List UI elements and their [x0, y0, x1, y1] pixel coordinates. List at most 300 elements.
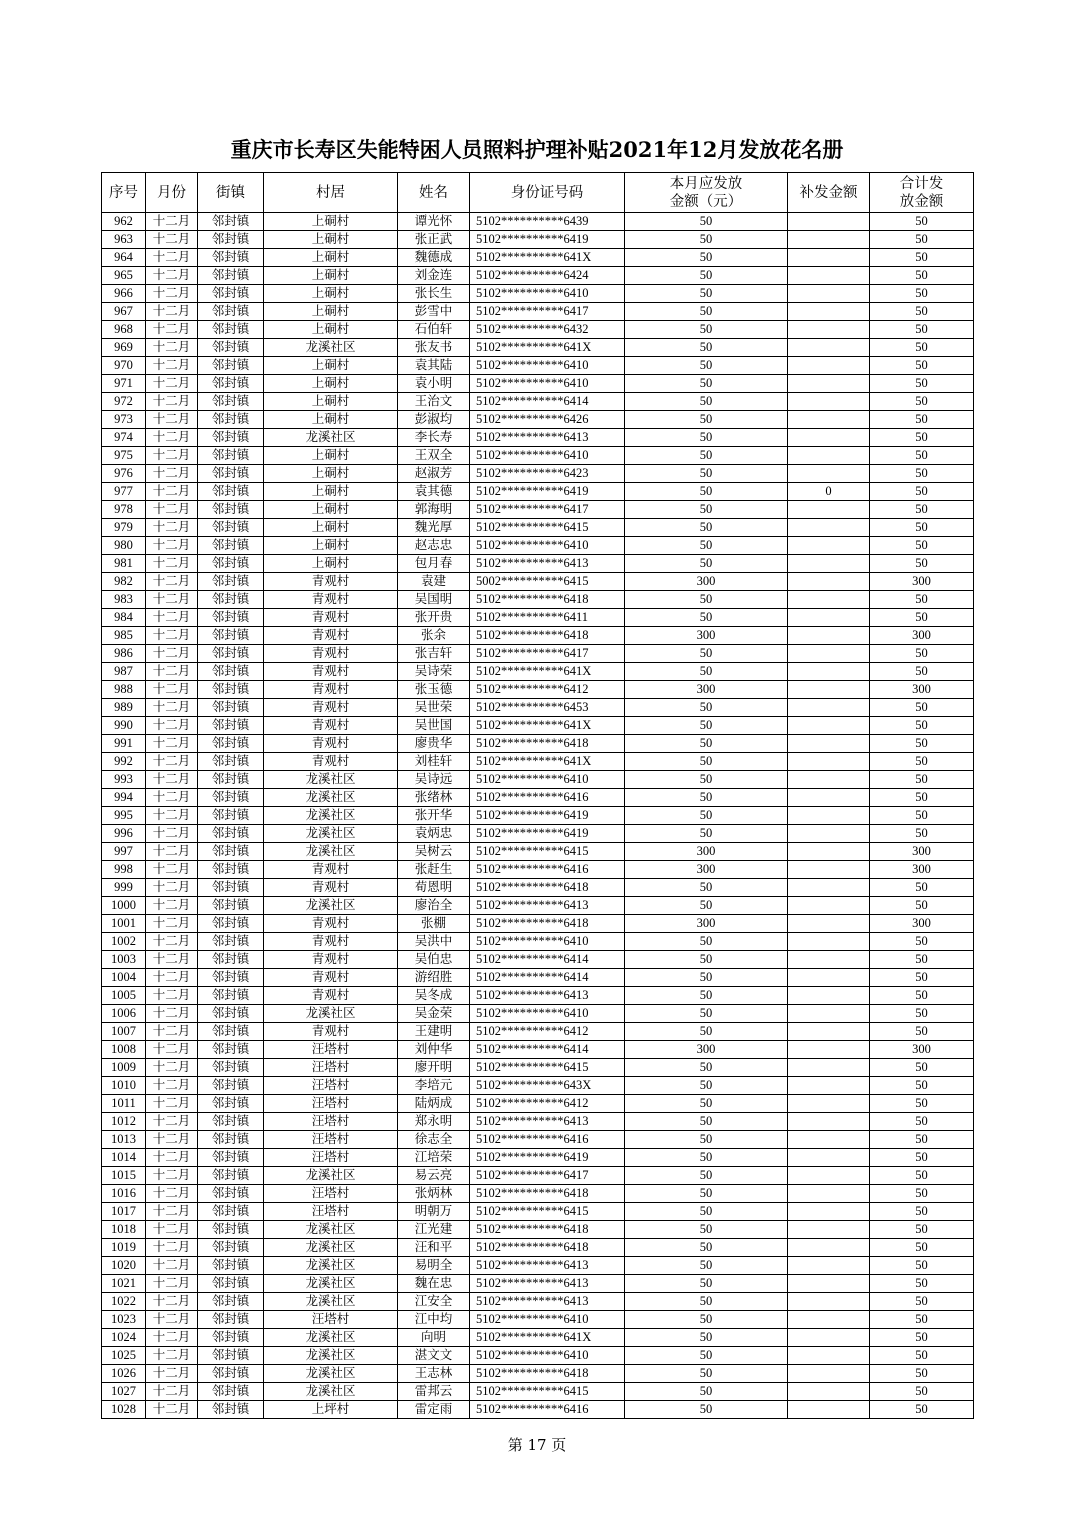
cell-town: 邻封镇 — [198, 807, 264, 825]
cell-month: 十二月 — [146, 789, 198, 807]
cell-village: 青观村 — [264, 861, 398, 879]
cell-village: 汪塔村 — [264, 1095, 398, 1113]
cell-index: 990 — [102, 717, 146, 735]
cell-town: 邻封镇 — [198, 555, 264, 573]
cell-monthly-amount: 50 — [625, 357, 788, 375]
cell-id-number: 5102**********6419 — [470, 1149, 625, 1167]
cell-supplement — [788, 285, 870, 303]
cell-id-number: 5102**********6432 — [470, 321, 625, 339]
cell-town: 邻封镇 — [198, 537, 264, 555]
cell-month: 十二月 — [146, 1149, 198, 1167]
cell-name: 易云亮 — [398, 1167, 470, 1185]
cell-total: 50 — [870, 375, 974, 393]
cell-monthly-amount: 50 — [625, 447, 788, 465]
cell-monthly-amount: 50 — [625, 1167, 788, 1185]
cell-town: 邻封镇 — [198, 717, 264, 735]
table-row — [102, 627, 974, 645]
cell-village: 上硐村 — [264, 285, 398, 303]
cell-supplement — [788, 825, 870, 843]
cell-name: 雷邦云 — [398, 1383, 470, 1401]
cell-total: 50 — [870, 1023, 974, 1041]
cell-name: 吴世荣 — [398, 699, 470, 717]
cell-index: 1007 — [102, 1023, 146, 1041]
table-row — [102, 285, 974, 303]
cell-village: 青观村 — [264, 987, 398, 1005]
cell-village: 青观村 — [264, 591, 398, 609]
cell-supplement — [788, 1185, 870, 1203]
cell-village: 上硐村 — [264, 213, 398, 231]
cell-town: 邻封镇 — [198, 1203, 264, 1221]
cell-month: 十二月 — [146, 483, 198, 501]
cell-village: 上硐村 — [264, 519, 398, 537]
cell-total: 50 — [870, 1203, 974, 1221]
cell-supplement — [788, 1113, 870, 1131]
cell-monthly-amount: 50 — [625, 717, 788, 735]
cell-supplement — [788, 879, 870, 897]
cell-index: 1011 — [102, 1095, 146, 1113]
cell-index: 991 — [102, 735, 146, 753]
cell-monthly-amount: 50 — [625, 663, 788, 681]
cell-village: 龙溪社区 — [264, 1347, 398, 1365]
cell-supplement — [788, 1077, 870, 1095]
cell-total: 50 — [870, 1311, 974, 1329]
cell-town: 邻封镇 — [198, 465, 264, 483]
cell-town: 邻封镇 — [198, 771, 264, 789]
cell-total: 50 — [870, 663, 974, 681]
cell-month: 十二月 — [146, 627, 198, 645]
cell-town: 邻封镇 — [198, 1167, 264, 1185]
cell-id-number: 5102**********6412 — [470, 1095, 625, 1113]
table-row — [102, 1059, 974, 1077]
cell-id-number: 5102**********6413 — [470, 1275, 625, 1293]
cell-monthly-amount: 50 — [625, 555, 788, 573]
cell-monthly-amount: 50 — [625, 213, 788, 231]
table-row — [102, 1365, 974, 1383]
table-row — [102, 267, 974, 285]
cell-total: 50 — [870, 1383, 974, 1401]
cell-id-number: 5102**********6413 — [470, 429, 625, 447]
cell-index: 968 — [102, 321, 146, 339]
cell-total: 300 — [870, 681, 974, 699]
cell-town: 邻封镇 — [198, 1023, 264, 1041]
cell-village: 汪塔村 — [264, 1131, 398, 1149]
cell-monthly-amount: 50 — [625, 249, 788, 267]
cell-month: 十二月 — [146, 1203, 198, 1221]
cell-monthly-amount: 50 — [625, 339, 788, 357]
cell-index: 980 — [102, 537, 146, 555]
cell-town: 邻封镇 — [198, 267, 264, 285]
cell-month: 十二月 — [146, 771, 198, 789]
cell-town: 邻封镇 — [198, 987, 264, 1005]
cell-id-number: 5102**********6415 — [470, 1203, 625, 1221]
cell-supplement — [788, 771, 870, 789]
table-row — [102, 519, 974, 537]
cell-town: 邻封镇 — [198, 933, 264, 951]
cell-index: 967 — [102, 303, 146, 321]
cell-name: 廖贵华 — [398, 735, 470, 753]
cell-supplement — [788, 933, 870, 951]
cell-monthly-amount: 50 — [625, 1329, 788, 1347]
cell-id-number: 5102**********643X — [470, 1077, 625, 1095]
cell-monthly-amount: 300 — [625, 573, 788, 591]
table-row — [102, 483, 974, 501]
cell-name: 向明 — [398, 1329, 470, 1347]
cell-village: 青观村 — [264, 735, 398, 753]
cell-monthly-amount: 50 — [625, 537, 788, 555]
cell-monthly-amount: 50 — [625, 951, 788, 969]
cell-supplement — [788, 699, 870, 717]
cell-month: 十二月 — [146, 303, 198, 321]
cell-total: 50 — [870, 1329, 974, 1347]
cell-index: 992 — [102, 753, 146, 771]
cell-name: 魏在忠 — [398, 1275, 470, 1293]
cell-id-number: 5102**********641X — [470, 663, 625, 681]
cell-name: 易明全 — [398, 1257, 470, 1275]
cell-index: 969 — [102, 339, 146, 357]
cell-town: 邻封镇 — [198, 681, 264, 699]
cell-village: 上硐村 — [264, 555, 398, 573]
cell-town: 邻封镇 — [198, 609, 264, 627]
table-row — [102, 1203, 974, 1221]
table-row — [102, 681, 974, 699]
cell-id-number: 5102**********641X — [470, 339, 625, 357]
table-row — [102, 465, 974, 483]
cell-name: 江中均 — [398, 1311, 470, 1329]
cell-month: 十二月 — [146, 861, 198, 879]
cell-village: 上硐村 — [264, 537, 398, 555]
cell-id-number: 5102**********6414 — [470, 393, 625, 411]
cell-index: 1005 — [102, 987, 146, 1005]
cell-month: 十二月 — [146, 735, 198, 753]
cell-index: 1017 — [102, 1203, 146, 1221]
cell-month: 十二月 — [146, 663, 198, 681]
cell-name: 吴洪中 — [398, 933, 470, 951]
table-row — [102, 825, 974, 843]
cell-monthly-amount: 50 — [625, 699, 788, 717]
cell-monthly-amount: 50 — [625, 1383, 788, 1401]
cell-supplement — [788, 411, 870, 429]
cell-month: 十二月 — [146, 1383, 198, 1401]
cell-village: 青观村 — [264, 951, 398, 969]
cell-total: 50 — [870, 591, 974, 609]
cell-month: 十二月 — [146, 699, 198, 717]
cell-total: 50 — [870, 213, 974, 231]
cell-village: 龙溪社区 — [264, 1293, 398, 1311]
cell-supplement — [788, 987, 870, 1005]
cell-index: 1026 — [102, 1365, 146, 1383]
table-row — [102, 645, 974, 663]
cell-monthly-amount: 50 — [625, 1311, 788, 1329]
cell-index: 983 — [102, 591, 146, 609]
cell-id-number: 5102**********641X — [470, 1329, 625, 1347]
cell-month: 十二月 — [146, 753, 198, 771]
cell-name: 廖治全 — [398, 897, 470, 915]
cell-total: 300 — [870, 1041, 974, 1059]
table-row — [102, 699, 974, 717]
cell-supplement — [788, 249, 870, 267]
table-row — [102, 915, 974, 933]
cell-name: 刘金连 — [398, 267, 470, 285]
cell-index: 1003 — [102, 951, 146, 969]
cell-supplement — [788, 1347, 870, 1365]
cell-town: 邻封镇 — [198, 1131, 264, 1149]
cell-supplement — [788, 519, 870, 537]
cell-index: 1022 — [102, 1293, 146, 1311]
cell-supplement — [788, 663, 870, 681]
cell-town: 邻封镇 — [198, 1059, 264, 1077]
cell-month: 十二月 — [146, 1041, 198, 1059]
cell-month: 十二月 — [146, 1275, 198, 1293]
cell-town: 邻封镇 — [198, 825, 264, 843]
cell-month: 十二月 — [146, 519, 198, 537]
cell-month: 十二月 — [146, 1347, 198, 1365]
cell-village: 青观村 — [264, 915, 398, 933]
cell-total: 50 — [870, 1077, 974, 1095]
cell-town: 邻封镇 — [198, 321, 264, 339]
cell-town: 邻封镇 — [198, 645, 264, 663]
cell-supplement — [788, 339, 870, 357]
cell-id-number: 5102**********6412 — [470, 1023, 625, 1041]
cell-index: 1010 — [102, 1077, 146, 1095]
cell-name: 张正武 — [398, 231, 470, 249]
cell-total: 50 — [870, 645, 974, 663]
cell-month: 十二月 — [146, 411, 198, 429]
cell-name: 郑永明 — [398, 1113, 470, 1131]
cell-supplement — [788, 1293, 870, 1311]
page-number: 第 17 页 — [507, 1436, 567, 1454]
cell-month: 十二月 — [146, 1131, 198, 1149]
cell-total: 50 — [870, 429, 974, 447]
cell-monthly-amount: 50 — [625, 987, 788, 1005]
cell-month: 十二月 — [146, 1059, 198, 1077]
cell-supplement — [788, 375, 870, 393]
cell-supplement — [788, 393, 870, 411]
cell-supplement — [788, 1005, 870, 1023]
cell-id-number: 5102**********641X — [470, 717, 625, 735]
cell-total: 50 — [870, 807, 974, 825]
cell-monthly-amount: 50 — [625, 1239, 788, 1257]
cell-supplement — [788, 897, 870, 915]
cell-village: 青观村 — [264, 627, 398, 645]
cell-village: 青观村 — [264, 699, 398, 717]
cell-index: 999 — [102, 879, 146, 897]
cell-id-number: 5102**********6414 — [470, 969, 625, 987]
cell-village: 青观村 — [264, 717, 398, 735]
cell-month: 十二月 — [146, 1185, 198, 1203]
cell-monthly-amount: 50 — [625, 411, 788, 429]
cell-town: 邻封镇 — [198, 375, 264, 393]
cell-id-number: 5102**********6410 — [470, 375, 625, 393]
cell-supplement: 0 — [788, 483, 870, 501]
table-row — [102, 609, 974, 627]
table-row — [102, 1041, 974, 1059]
cell-total: 50 — [870, 1275, 974, 1293]
cell-supplement — [788, 321, 870, 339]
cell-name: 王建明 — [398, 1023, 470, 1041]
cell-village: 汪塔村 — [264, 1185, 398, 1203]
table-row — [102, 969, 974, 987]
cell-supplement — [788, 1239, 870, 1257]
cell-monthly-amount: 50 — [625, 969, 788, 987]
cell-name: 张赶生 — [398, 861, 470, 879]
cell-town: 邻封镇 — [198, 1041, 264, 1059]
cell-monthly-amount: 50 — [625, 501, 788, 519]
cell-total: 50 — [870, 267, 974, 285]
cell-total: 50 — [870, 411, 974, 429]
cell-total: 50 — [870, 1131, 974, 1149]
cell-name: 张绪林 — [398, 789, 470, 807]
cell-village: 汪塔村 — [264, 1059, 398, 1077]
cell-name: 廖开明 — [398, 1059, 470, 1077]
cell-monthly-amount: 50 — [625, 771, 788, 789]
cell-town: 邻封镇 — [198, 483, 264, 501]
cell-village: 上硐村 — [264, 357, 398, 375]
cell-village: 汪塔村 — [264, 1203, 398, 1221]
cell-month: 十二月 — [146, 1257, 198, 1275]
cell-total: 50 — [870, 1347, 974, 1365]
cell-total: 50 — [870, 1059, 974, 1077]
table-row — [102, 1023, 974, 1041]
cell-total: 300 — [870, 627, 974, 645]
cell-monthly-amount: 50 — [625, 735, 788, 753]
cell-id-number: 5102**********6415 — [470, 1059, 625, 1077]
table-row — [102, 1167, 974, 1185]
table-row — [102, 429, 974, 447]
table-row — [102, 879, 974, 897]
cell-town: 邻封镇 — [198, 843, 264, 861]
table-row — [102, 447, 974, 465]
cell-village: 上硐村 — [264, 393, 398, 411]
table-row — [102, 663, 974, 681]
cell-monthly-amount: 50 — [625, 1347, 788, 1365]
cell-monthly-amount: 50 — [625, 879, 788, 897]
cell-name: 张友书 — [398, 339, 470, 357]
table-row — [102, 789, 974, 807]
cell-id-number: 5102**********6418 — [470, 1221, 625, 1239]
cell-total: 50 — [870, 1401, 974, 1419]
cell-monthly-amount: 50 — [625, 807, 788, 825]
cell-month: 十二月 — [146, 1077, 198, 1095]
cell-id-number: 5102**********6415 — [470, 843, 625, 861]
table-row — [102, 393, 974, 411]
cell-village: 龙溪社区 — [264, 1221, 398, 1239]
column-header-village: 村居 — [264, 173, 398, 213]
cell-month: 十二月 — [146, 807, 198, 825]
cell-month: 十二月 — [146, 393, 198, 411]
cell-monthly-amount: 50 — [625, 1149, 788, 1167]
cell-total: 50 — [870, 897, 974, 915]
cell-index: 995 — [102, 807, 146, 825]
table-row — [102, 1347, 974, 1365]
cell-total: 50 — [870, 1293, 974, 1311]
cell-monthly-amount: 50 — [625, 1005, 788, 1023]
cell-name: 李长寿 — [398, 429, 470, 447]
cell-month: 十二月 — [146, 1095, 198, 1113]
column-header-index: 序号 — [102, 173, 146, 213]
cell-name: 张炳林 — [398, 1185, 470, 1203]
cell-name: 荀恩明 — [398, 879, 470, 897]
cell-supplement — [788, 465, 870, 483]
cell-total: 50 — [870, 1005, 974, 1023]
cell-monthly-amount: 50 — [625, 1059, 788, 1077]
table-row — [102, 717, 974, 735]
cell-id-number: 5102**********6412 — [470, 681, 625, 699]
cell-village: 上硐村 — [264, 483, 398, 501]
cell-month: 十二月 — [146, 825, 198, 843]
cell-village: 龙溪社区 — [264, 825, 398, 843]
cell-id-number: 5102**********6426 — [470, 411, 625, 429]
roster-body — [102, 213, 974, 1419]
cell-supplement — [788, 1167, 870, 1185]
cell-supplement — [788, 1401, 870, 1419]
cell-month: 十二月 — [146, 1005, 198, 1023]
cell-total: 50 — [870, 1113, 974, 1131]
cell-id-number: 5102**********6411 — [470, 609, 625, 627]
cell-month: 十二月 — [146, 267, 198, 285]
cell-town: 邻封镇 — [198, 393, 264, 411]
cell-index: 1000 — [102, 897, 146, 915]
cell-monthly-amount: 50 — [625, 1077, 788, 1095]
cell-town: 邻封镇 — [198, 1257, 264, 1275]
cell-monthly-amount: 50 — [625, 609, 788, 627]
cell-index: 1020 — [102, 1257, 146, 1275]
cell-name: 吴国明 — [398, 591, 470, 609]
table-row — [102, 1275, 974, 1293]
cell-monthly-amount: 50 — [625, 789, 788, 807]
cell-month: 十二月 — [146, 429, 198, 447]
cell-id-number: 5102**********6419 — [470, 825, 625, 843]
table-row — [102, 1149, 974, 1167]
cell-supplement — [788, 1149, 870, 1167]
table-row — [102, 321, 974, 339]
cell-total: 50 — [870, 321, 974, 339]
cell-village: 龙溪社区 — [264, 843, 398, 861]
cell-index: 964 — [102, 249, 146, 267]
cell-name: 袁建 — [398, 573, 470, 591]
cell-total: 50 — [870, 879, 974, 897]
cell-village: 上硐村 — [264, 321, 398, 339]
cell-monthly-amount: 50 — [625, 933, 788, 951]
cell-id-number: 5102**********6416 — [470, 861, 625, 879]
cell-name: 刘桂轩 — [398, 753, 470, 771]
cell-town: 邻封镇 — [198, 339, 264, 357]
table-row — [102, 1131, 974, 1149]
cell-town: 邻封镇 — [198, 213, 264, 231]
cell-supplement — [788, 429, 870, 447]
cell-index: 1014 — [102, 1149, 146, 1167]
cell-index: 1019 — [102, 1239, 146, 1257]
cell-supplement — [788, 1041, 870, 1059]
cell-month: 十二月 — [146, 231, 198, 249]
cell-monthly-amount: 50 — [625, 825, 788, 843]
cell-index: 976 — [102, 465, 146, 483]
cell-month: 十二月 — [146, 1239, 198, 1257]
cell-name: 袁炳忠 — [398, 825, 470, 843]
column-header-id-number: 身份证号码 — [470, 173, 625, 213]
table-row — [102, 501, 974, 519]
cell-total: 50 — [870, 501, 974, 519]
cell-supplement — [788, 357, 870, 375]
cell-name: 彭淑均 — [398, 411, 470, 429]
cell-monthly-amount: 50 — [625, 321, 788, 339]
cell-id-number: 5102**********6439 — [470, 213, 625, 231]
table-row — [102, 1221, 974, 1239]
table-row — [102, 951, 974, 969]
cell-total: 50 — [870, 1095, 974, 1113]
cell-id-number: 5102**********641X — [470, 249, 625, 267]
cell-village: 龙溪社区 — [264, 1329, 398, 1347]
cell-index: 987 — [102, 663, 146, 681]
